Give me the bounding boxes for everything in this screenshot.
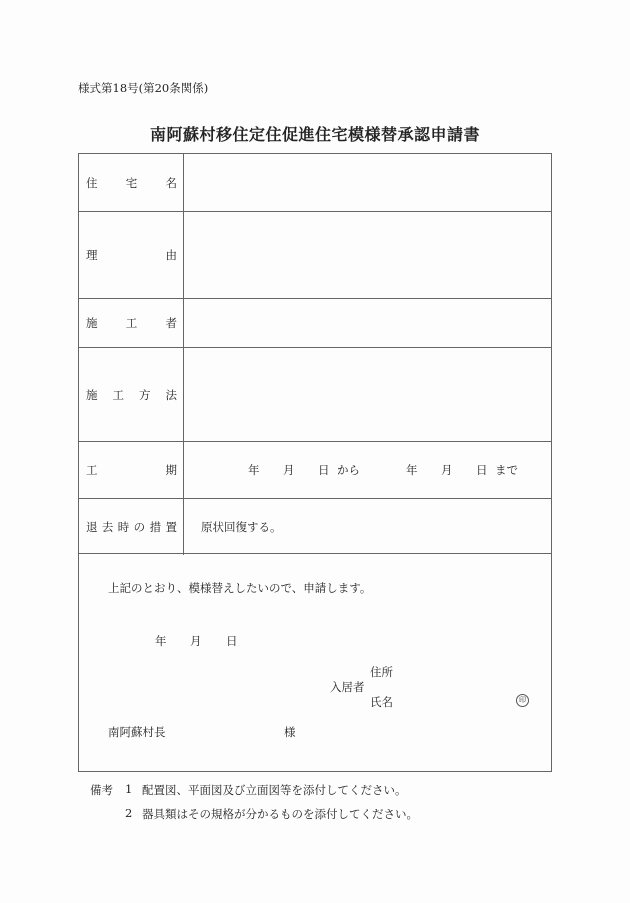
row-construction-method — [79, 347, 551, 441]
row-contractor — [79, 298, 551, 347]
application-statement: 上記のとおり、模様替えしたいので、申請します。 — [108, 581, 372, 595]
application-table — [78, 153, 552, 554]
note-text-1: 配置図、平面図及び立面図等を添付してください。 — [142, 783, 407, 797]
row-move-out-measure — [79, 498, 551, 555]
label-reason: 理 由 — [79, 212, 184, 298]
move-out-measure-field[interactable]: 原状回復する。 — [201, 520, 282, 534]
applicant-label: 入居者 — [330, 680, 365, 694]
contractor-field[interactable] — [184, 299, 551, 347]
construction-method-field[interactable] — [184, 348, 551, 441]
period-field[interactable]: 年 月 日 から 年 月 日 まで — [248, 463, 518, 477]
notes-heading: 備考 — [90, 783, 113, 797]
label-contractor: 施 工 者 — [79, 299, 184, 347]
label-period: 工 期 — [79, 442, 184, 498]
date-year[interactable]: 年 — [155, 634, 167, 648]
date-day[interactable]: 日 — [226, 634, 238, 648]
label-house-name: 住 宅 名 — [79, 154, 184, 211]
label-move-out-measure: 退 去 時 の 措 置 — [79, 499, 184, 555]
name-label: 氏名 — [370, 695, 393, 709]
label-construction-method: 施 工 方 法 — [79, 348, 184, 441]
page-title: 南阿蘇村移住定住促進住宅模様替承認申請書 — [149, 125, 480, 144]
addressee: 南阿蘇村長 — [108, 725, 166, 739]
note-number-1: 1 — [125, 782, 133, 796]
note-text-2: 器具類はその規格が分かるものを添付してください。 — [142, 807, 418, 821]
address-label: 住所 — [370, 665, 393, 679]
reason-field[interactable] — [184, 212, 551, 298]
honorific: 様 — [284, 725, 296, 739]
note-number-2: 2 — [125, 806, 133, 820]
row-reason — [79, 211, 551, 298]
date-month[interactable]: 月 — [190, 634, 202, 648]
row-period — [79, 441, 551, 498]
row-house-name — [79, 154, 551, 211]
seal-icon: 印 — [516, 694, 529, 707]
form-number: 様式第18号(第20条関係) — [78, 81, 209, 95]
house-name-field[interactable] — [184, 154, 551, 211]
